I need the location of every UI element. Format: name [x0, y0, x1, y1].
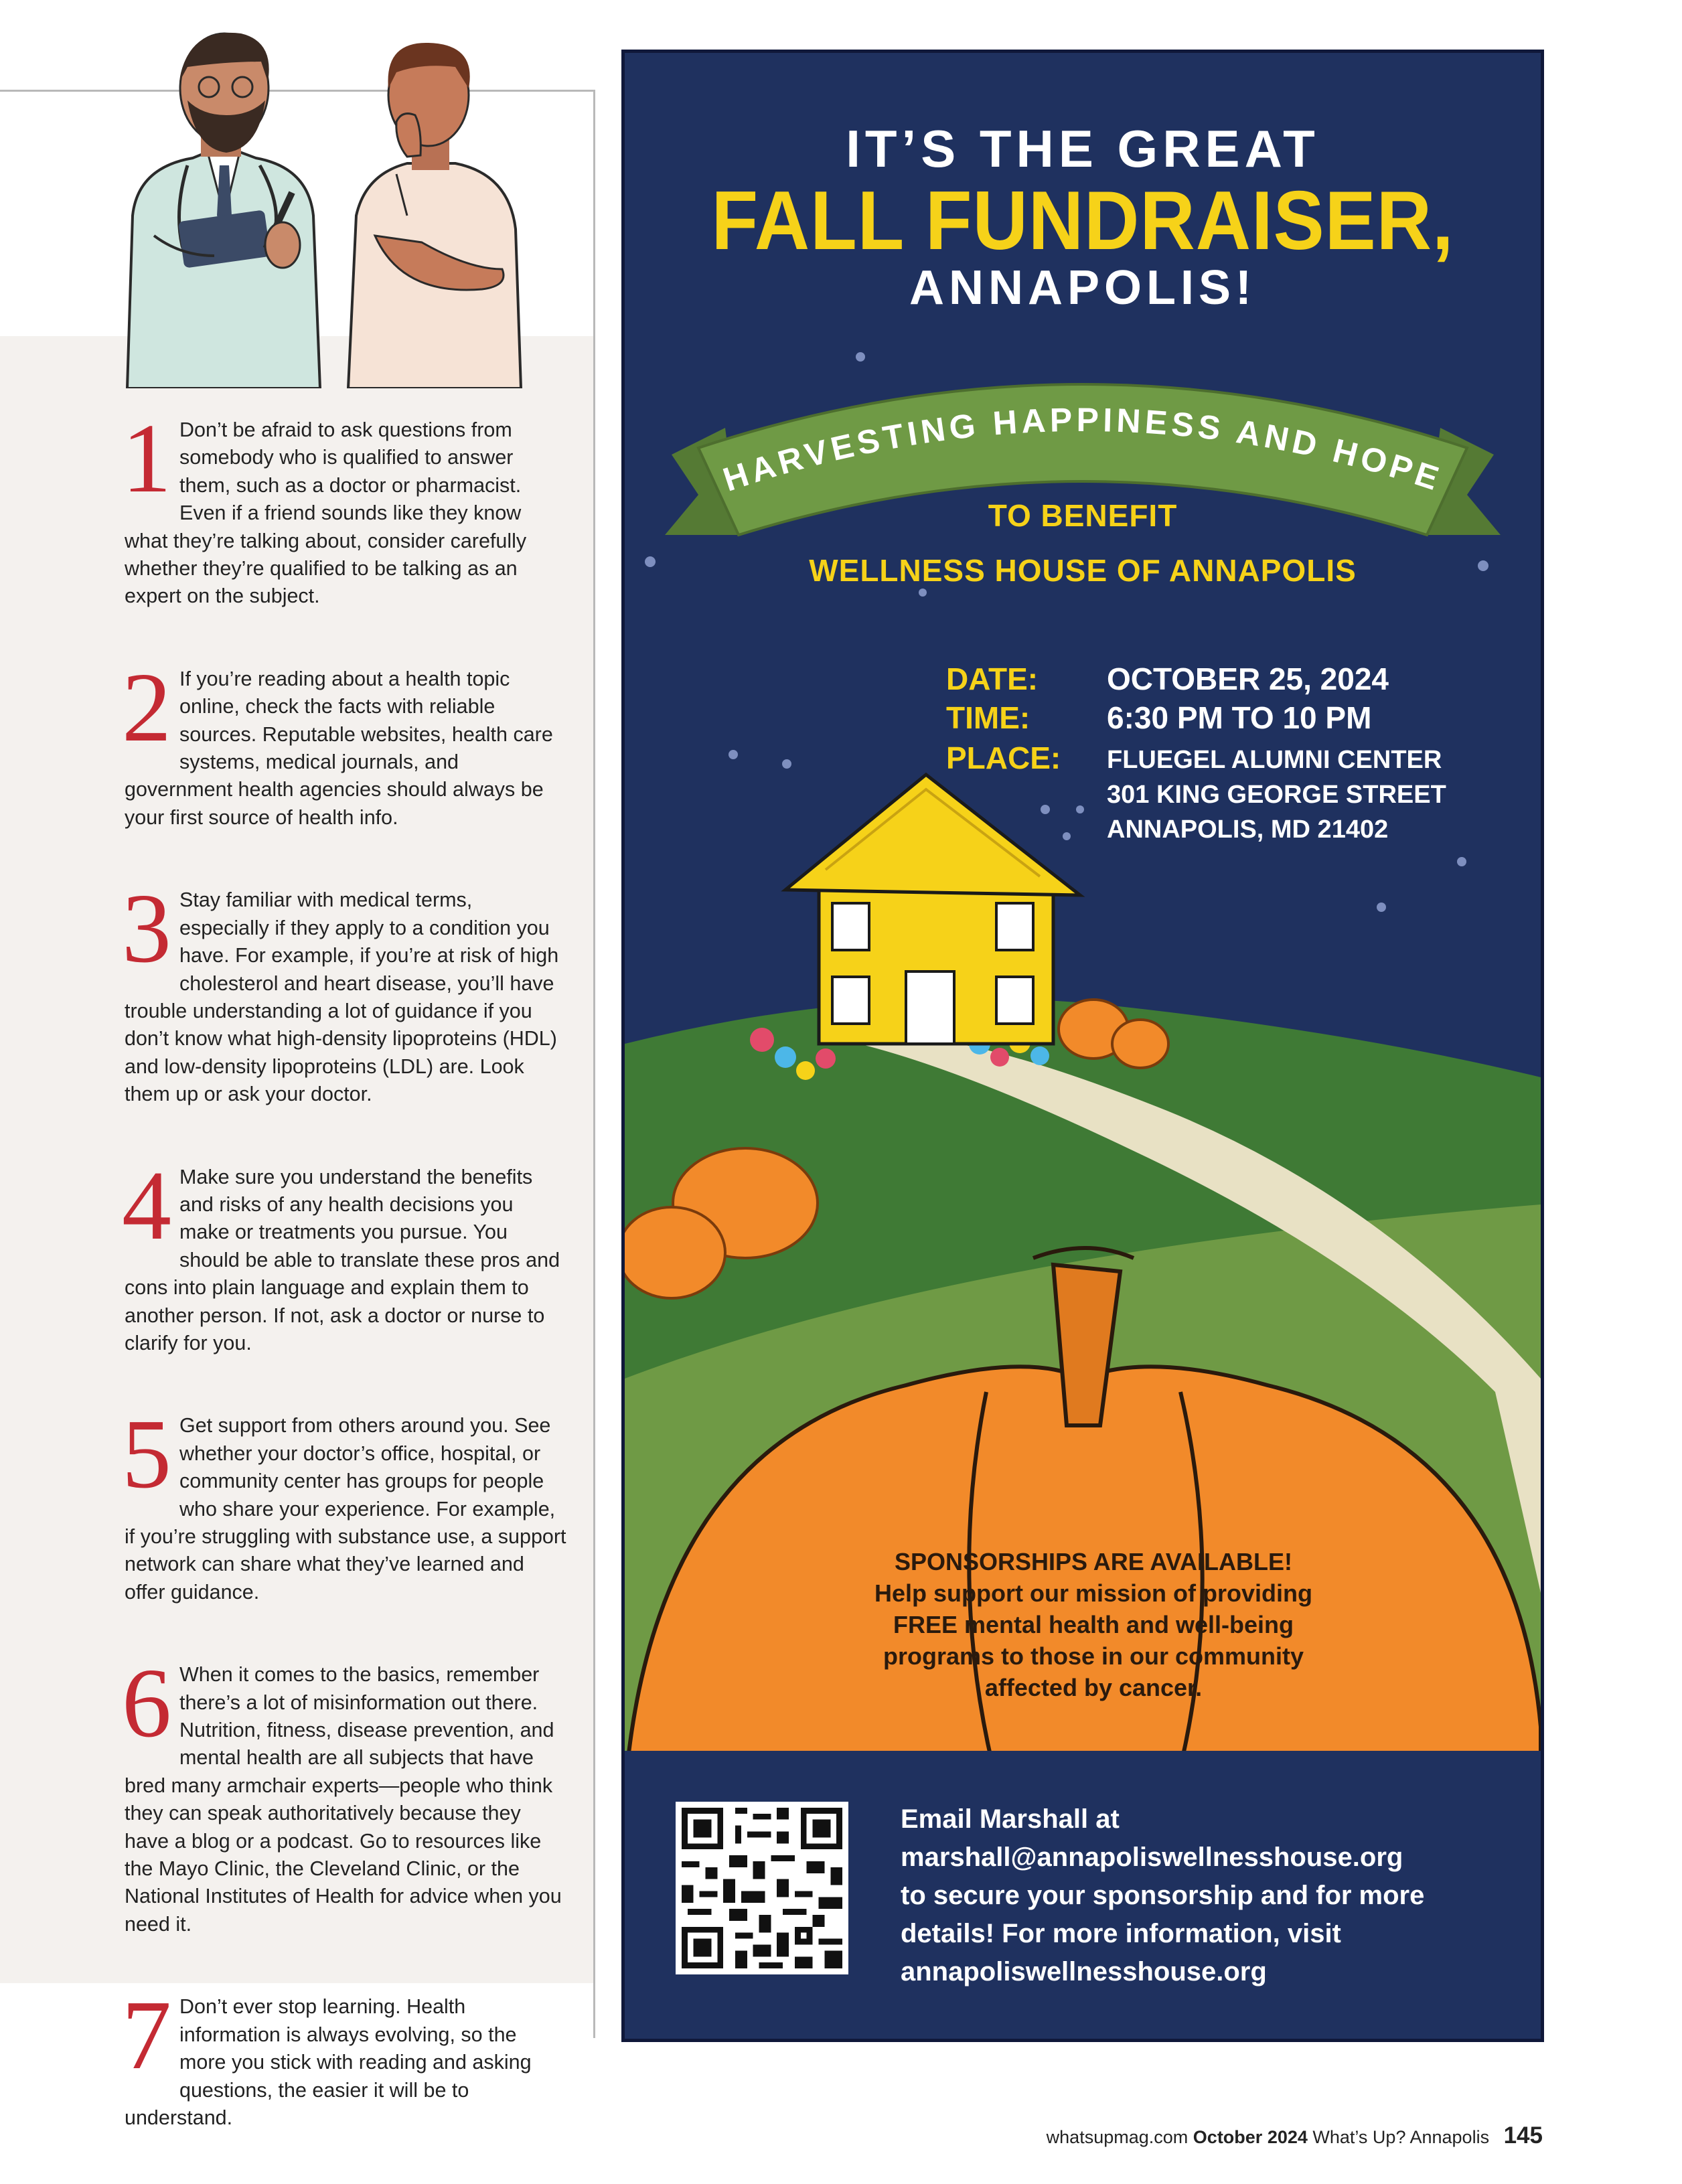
tip-number: 3: [122, 874, 171, 984]
date-label: DATE:: [946, 661, 1039, 696]
column-rule: [593, 90, 595, 2038]
fundraiser-ad: [621, 50, 1544, 2042]
sponsor-line-1: SPONSORSHIPS ARE AVAILABLE!: [894, 1548, 1293, 1575]
sponsor-line-2: Help support our mission of providing: [874, 1579, 1312, 1607]
contact-line-1: Email Marshall at: [901, 1804, 1120, 1834]
doctor-figure: [127, 33, 320, 388]
contact-email-link[interactable]: marshall@annapoliswellnesshouse.org: [901, 1843, 1403, 1872]
footer-magazine: What’s Up? Annapolis: [1312, 2127, 1490, 2147]
tip-number: 5: [122, 1399, 171, 1510]
sponsor-line-4: programs to those in our community: [883, 1642, 1304, 1670]
tip-7: [122, 1980, 566, 2132]
time-value: 6:30 PM TO 10 PM: [1107, 700, 1372, 735]
tip-number: 7: [122, 1980, 171, 2091]
benefit-text: [625, 488, 1541, 598]
house-illustration: [785, 775, 1080, 1044]
tip-text: If you’re reading about a health topic online, check the facts with reliable sources. Reputable websites, health care systems, medical journals, and government health agencies should always be your first source of health info.: [125, 667, 553, 829]
contact-line-4: details! For more information, visit: [901, 1919, 1341, 1948]
contact-line-3: to secure your sponsorship and for more: [901, 1881, 1425, 1910]
tips-list: [122, 404, 566, 2184]
place-line-2: 301 KING GEORGE STREET: [1107, 781, 1446, 809]
time-label: TIME:: [946, 700, 1030, 735]
tip-text: Get support from others around you. See whether your doctor’s office, hospital, or community center has groups for people who share your experience. For example, if you’re struggling with substance use, a support network can share what they’ve learned and offer guidance.: [125, 1414, 566, 1604]
qr-code-icon[interactable]: [676, 1802, 848, 1974]
tip-number: 6: [122, 1648, 171, 1759]
tip-4: [122, 1150, 566, 1358]
tip-3: [122, 874, 566, 1108]
footer-site: whatsupmag.com: [1046, 2127, 1189, 2147]
page-footer: [0, 2122, 1543, 2149]
contact-website-link[interactable]: annapoliswellnesshouse.org: [901, 1957, 1267, 1986]
sponsorship-text: [785, 1546, 1401, 1703]
doctor-patient-illustration: [107, 15, 542, 388]
tip-5: [122, 1399, 566, 1606]
benefit-line-2: WELLNESS HOUSE OF ANNAPOLIS: [809, 553, 1357, 588]
footer-issue: October 2024: [1193, 2127, 1308, 2147]
headline-main: FALL FUNDRAISER,: [711, 175, 1454, 267]
sponsor-line-5: affected by cancer.: [984, 1674, 1203, 1701]
sponsor-line-3: FREE mental health and well-being: [893, 1611, 1294, 1638]
tip-number: 1: [122, 404, 171, 514]
tip-text: Don’t be afraid to ask questions from somebody who is qualified to answer them, such as a doctor or pharmacist. Even if a friend sounds like they know what they’re talking about, consider carefully whether they’re qualified to be talking as an expert on the subject.: [125, 418, 527, 608]
tip-text: When it comes to the basics, remember there’s a lot of misinformation out there. Nutrition, fitness, disease prevention, and mental health are all subjects that have bred many armchair experts—people who think they can speak authoritatively because they have a blog or a podcast. Go to resources like the Mayo Clinic, the Cleveland Clinic, or the National Institutes of Health for advice when you need it.: [125, 1663, 562, 1936]
tip-1: [122, 404, 566, 611]
headline-bottom: ANNAPOLIS!: [909, 261, 1256, 315]
place-line-3: ANNAPOLIS, MD 21402: [1107, 815, 1389, 844]
tip-2: [122, 652, 566, 832]
tip-text: Don’t ever stop learning. Health information is always evolving, so the more you stick with reading and asking questions, the easier it will be to understand.: [125, 1995, 532, 2129]
tip-number: 2: [122, 652, 171, 763]
benefit-line-1: TO BENEFIT: [988, 498, 1178, 533]
banner-text: HARVESTING HAPPINESS AND HOPE: [718, 400, 1447, 499]
place-label: PLACE:: [946, 740, 1061, 775]
tip-text: Stay familiar with medical terms, especially if they apply to a condition you have. For example, if you’re at risk of high cholesterol and heart disease, you’ll have trouble understanding a lot of guidance if you don’t know what high-density lipoproteins (HDL) and low-density lipoproteins (LDL) are. Look them up or ask your doctor.: [125, 888, 559, 1106]
place-line-1: FLUEGEL ALUMNI CENTER: [1107, 746, 1442, 774]
tip-6: [122, 1648, 566, 1938]
tip-number: 4: [122, 1150, 171, 1261]
place-value: [1107, 743, 1446, 847]
page-number: 145: [1503, 2122, 1543, 2149]
tip-text: Make sure you understand the benefits and risks of any health decisions you make or treatments you pursue. You should be able to translate these pros and cons into plain language and explain them to another person. If not, ask a doctor or nurse to clarify for you.: [125, 1165, 560, 1354]
date-value: OCTOBER 25, 2024: [1107, 661, 1389, 696]
ad-artwork: [625, 53, 1541, 2039]
contact-text: [901, 1800, 1523, 1991]
patient-figure: [348, 43, 521, 388]
headline-top: IT’S THE GREAT: [846, 119, 1320, 178]
